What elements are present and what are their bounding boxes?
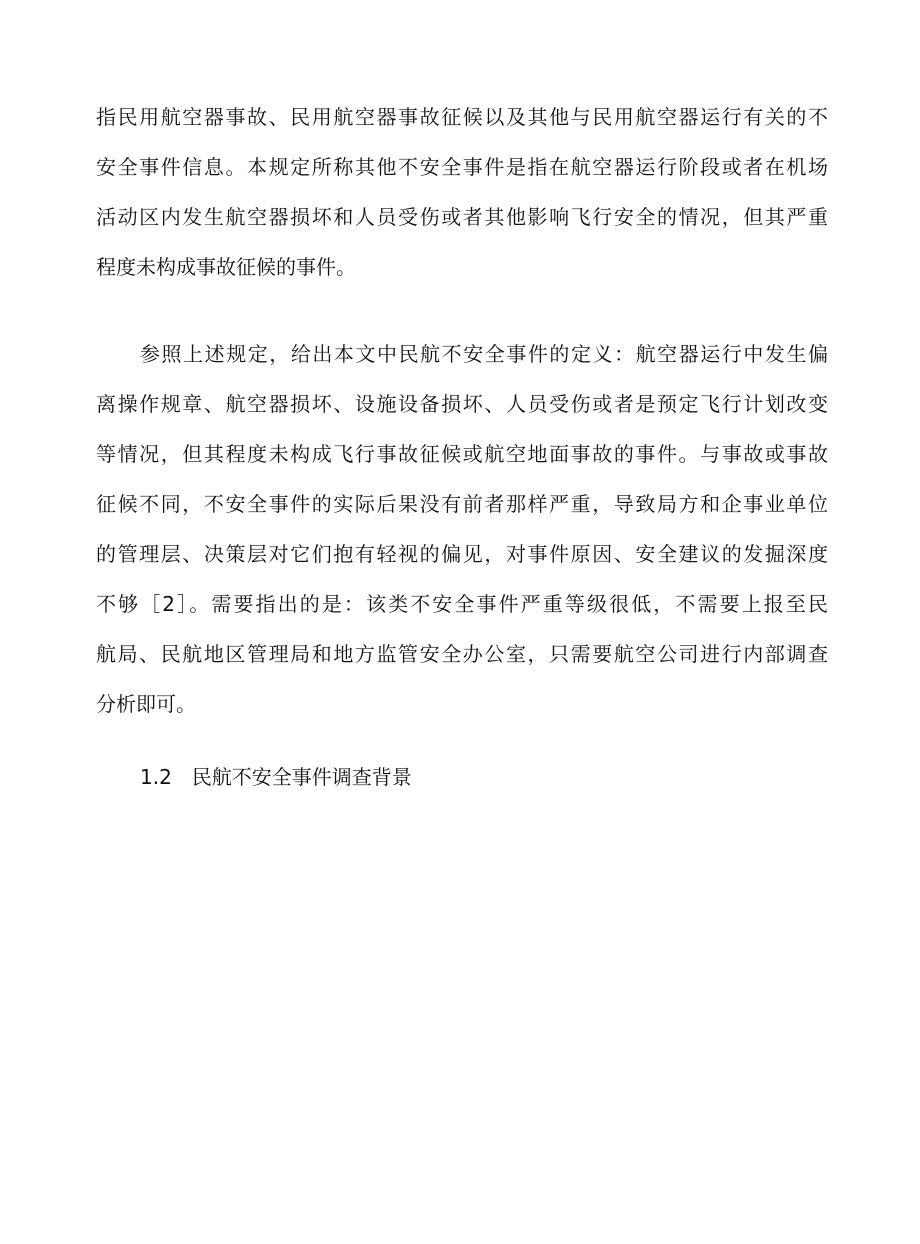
section-number: 1.2 — [140, 765, 172, 789]
paragraph-2-line-5: 的管理层、决策层对它们抱有轻视的偏见，对事件原因、安全建议的发掘深度 — [96, 542, 828, 566]
paragraph-1-line-1: 指民用航空器事故、民用航空器事故征候以及其他与民用航空器运行有关的不 — [96, 105, 828, 129]
section-heading — [140, 764, 412, 790]
paragraph-1-line-4: 程度未构成事故征候的事件。 — [96, 255, 356, 279]
paragraph-2-line-8: 分析即可。 — [96, 692, 196, 716]
paragraph-2-line-2: 离操作规章、航空器损坏、设施设备损坏、人员受伤或者是预定飞行计划改变 — [96, 392, 828, 416]
paragraph-2-line-6: 不够［2］。需要指出的是：该类不安全事件严重等级很低，不需要上报至民 — [96, 592, 828, 616]
paragraph-1-line-2: 安全事件信息。本规定所称其他不安全事件是指在航空器运行阶段或者在机场 — [96, 155, 828, 179]
paragraph-1-line-3: 活动区内发生航空器损坏和人员受伤或者其他影响飞行安全的情况，但其严重 — [96, 205, 828, 229]
paragraph-2-line-3: 等情况，但其程度未构成飞行事故征候或航空地面事故的事件。与事故或事故 — [96, 442, 828, 466]
paragraph-2-line-1: 参照上述规定，给出本文中民航不安全事件的定义：航空器运行中发生偏 — [140, 342, 828, 366]
paragraph-2-line-4: 征候不同，不安全事件的实际后果没有前者那样严重，导致局方和企事业单位 — [96, 492, 828, 516]
paragraph-2-line-7: 航局、民航地区管理局和地方监管安全办公室，只需要航空公司进行内部调查 — [96, 642, 828, 666]
section-title: 民航不安全事件调查背景 — [191, 765, 412, 789]
